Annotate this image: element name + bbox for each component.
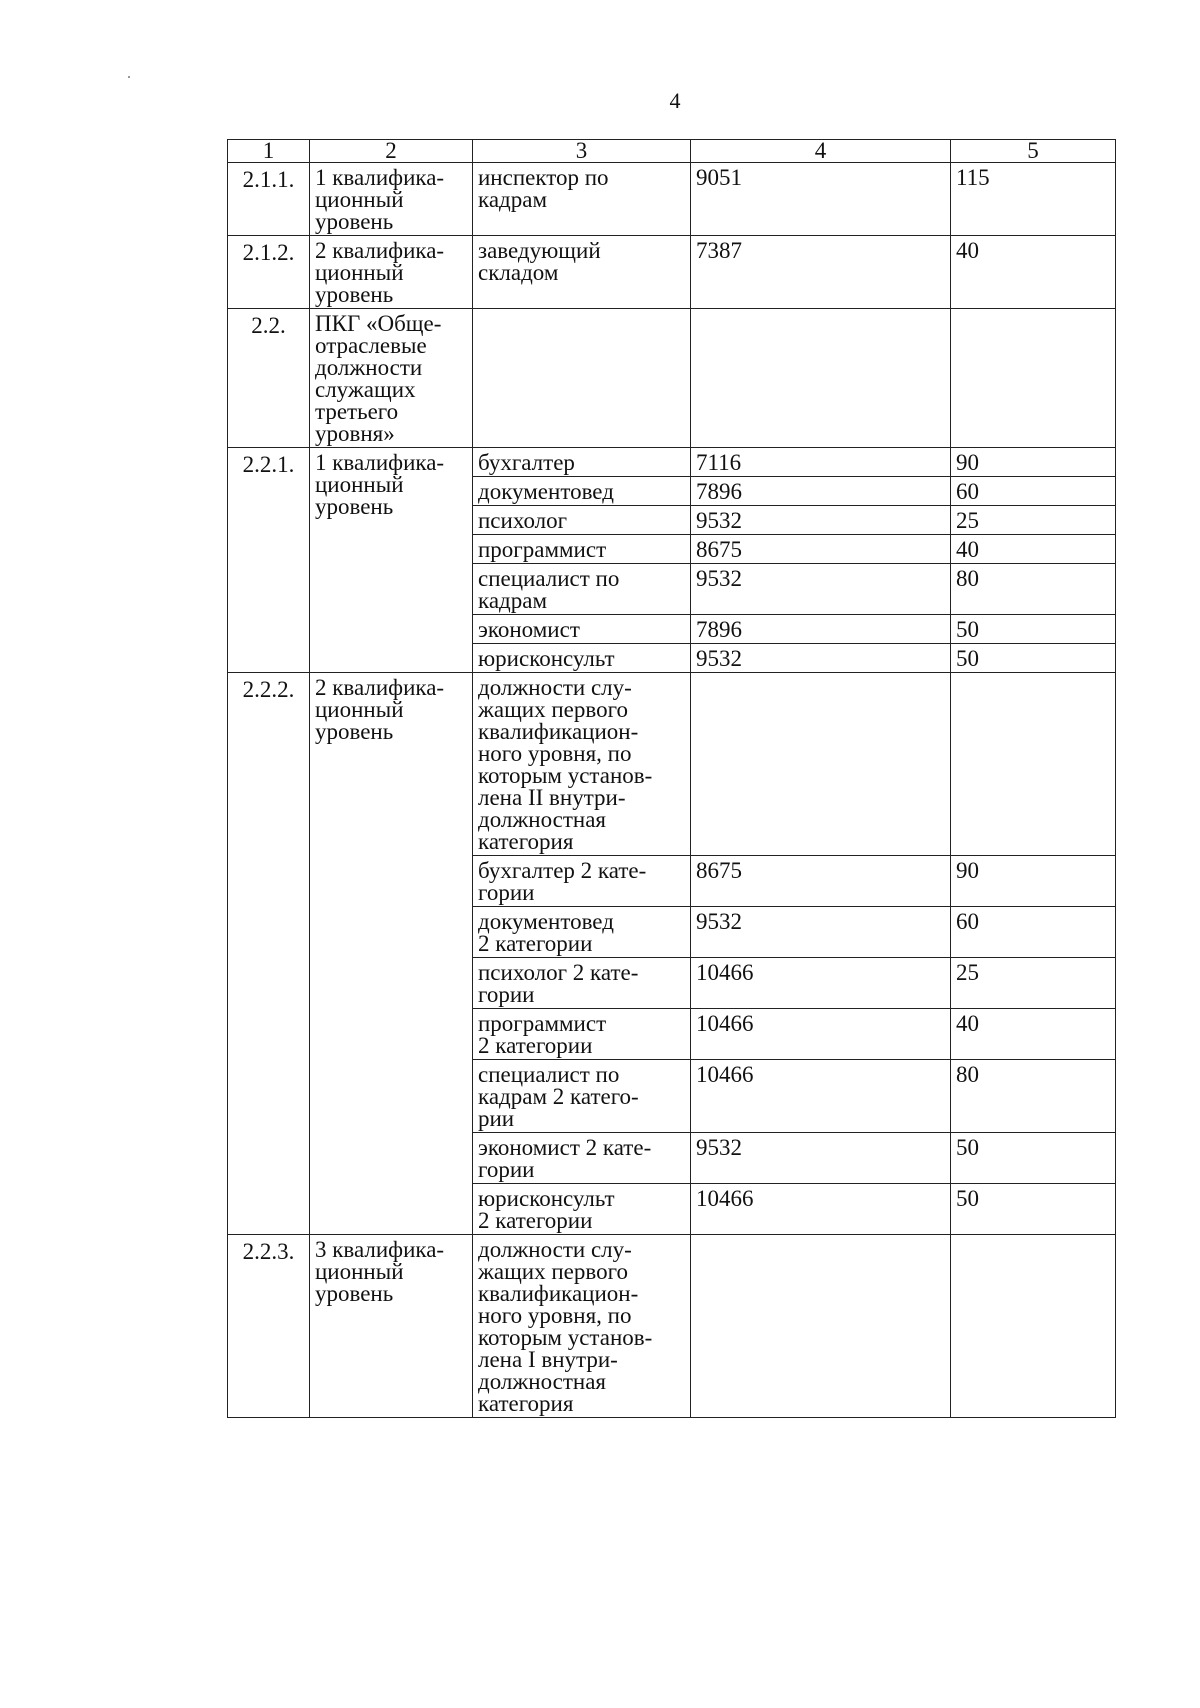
coefficient-cell: 60	[951, 477, 1116, 506]
coefficient-cell: 25	[951, 958, 1116, 1009]
position-name-cell: документовед 2 категории	[473, 907, 691, 958]
coefficient-cell: 50	[951, 1184, 1116, 1235]
qualification-level-cell: 2 квалифика- ционный уровень	[310, 236, 473, 309]
column-header: 4	[691, 140, 951, 163]
coefficient-cell: 25	[951, 506, 1116, 535]
row-number-cell: 2.2.2.	[228, 673, 310, 1235]
salary-value-cell: 9532	[691, 564, 951, 615]
coefficient-cell	[951, 309, 1116, 448]
salary-value-cell: 10466	[691, 1009, 951, 1060]
position-name-cell: специалист по кадрам	[473, 564, 691, 615]
position-name-cell: бухгалтер	[473, 448, 691, 477]
coefficient-cell: 40	[951, 535, 1116, 564]
table-row	[228, 309, 1116, 448]
position-name-cell: психолог	[473, 506, 691, 535]
salary-value-cell: 9051	[691, 163, 951, 236]
salary-value-cell: 9532	[691, 1133, 951, 1184]
position-name-cell: заведующий складом	[473, 236, 691, 309]
coefficient-cell: 115	[951, 163, 1116, 236]
table-row	[228, 1235, 1116, 1418]
coefficient-cell	[951, 1235, 1116, 1418]
table-row	[228, 673, 1116, 856]
coefficient-cell: 50	[951, 644, 1116, 673]
row-number-cell: 2.1.1.	[228, 163, 310, 236]
qualification-level-cell: ПКГ «Обще- отраслевые должности служащих третьего уровня»	[310, 309, 473, 448]
table-row	[228, 236, 1116, 309]
coefficient-cell: 90	[951, 856, 1116, 907]
coefficient-cell: 50	[951, 615, 1116, 644]
salary-value-cell	[691, 673, 951, 856]
position-name-cell: программист 2 категории	[473, 1009, 691, 1060]
position-name-cell: документовед	[473, 477, 691, 506]
salary-value-cell: 10466	[691, 958, 951, 1009]
salary-value-cell: 7387	[691, 236, 951, 309]
table-row	[228, 448, 1116, 477]
salary-value-cell: 8675	[691, 856, 951, 907]
position-name-cell: экономист 2 кате- гории	[473, 1133, 691, 1184]
page-number: 4	[669, 88, 681, 113]
position-name-cell: психолог 2 кате- гории	[473, 958, 691, 1009]
position-name-cell: инспектор по кадрам	[473, 163, 691, 236]
column-header: 5	[951, 140, 1116, 163]
salary-value-cell: 7896	[691, 477, 951, 506]
scan-speck	[128, 76, 130, 78]
qualification-level-cell: 2 квалифика- ционный уровень	[310, 673, 473, 1235]
column-header: 3	[473, 140, 691, 163]
position-name-cell: экономист	[473, 615, 691, 644]
salary-value-cell: 7896	[691, 615, 951, 644]
position-name-cell: должности слу- жащих первого квалификацион- ного уровня, по которым установ- лена I внутри- должностная категория	[473, 1235, 691, 1418]
salary-table	[227, 139, 1116, 1418]
coefficient-cell	[951, 673, 1116, 856]
position-name-cell: юрисконсульт 2 категории	[473, 1184, 691, 1235]
salary-table-body	[228, 140, 1116, 1418]
table-header-row	[228, 140, 1116, 163]
coefficient-cell: 60	[951, 907, 1116, 958]
position-name-cell: программист	[473, 535, 691, 564]
row-number-cell: 2.2.	[228, 309, 310, 448]
coefficient-cell: 40	[951, 236, 1116, 309]
salary-table-container	[227, 139, 1115, 1418]
position-name-cell: бухгалтер 2 кате- гории	[473, 856, 691, 907]
row-number-cell: 2.2.3.	[228, 1235, 310, 1418]
salary-value-cell: 7116	[691, 448, 951, 477]
table-row	[228, 163, 1116, 236]
coefficient-cell: 80	[951, 564, 1116, 615]
column-header: 1	[228, 140, 310, 163]
salary-value-cell: 9532	[691, 907, 951, 958]
qualification-level-cell: 1 квалифика- ционный уровень	[310, 163, 473, 236]
salary-value-cell: 8675	[691, 535, 951, 564]
row-number-cell: 2.1.2.	[228, 236, 310, 309]
qualification-level-cell: 3 квалифика- ционный уровень	[310, 1235, 473, 1418]
salary-value-cell	[691, 309, 951, 448]
salary-value-cell: 9532	[691, 644, 951, 673]
salary-value-cell	[691, 1235, 951, 1418]
qualification-level-cell: 1 квалифика- ционный уровень	[310, 448, 473, 673]
coefficient-cell: 80	[951, 1060, 1116, 1133]
position-name-cell	[473, 309, 691, 448]
position-name-cell: специалист по кадрам 2 катего- рии	[473, 1060, 691, 1133]
column-header: 2	[310, 140, 473, 163]
coefficient-cell: 50	[951, 1133, 1116, 1184]
position-name-cell: должности слу- жащих первого квалификацион- ного уровня, по которым установ- лена II внутри- должностная категория	[473, 673, 691, 856]
salary-value-cell: 9532	[691, 506, 951, 535]
coefficient-cell: 40	[951, 1009, 1116, 1060]
coefficient-cell: 90	[951, 448, 1116, 477]
salary-value-cell: 10466	[691, 1184, 951, 1235]
position-name-cell: юрисконсульт	[473, 644, 691, 673]
salary-value-cell: 10466	[691, 1060, 951, 1133]
row-number-cell: 2.2.1.	[228, 448, 310, 673]
